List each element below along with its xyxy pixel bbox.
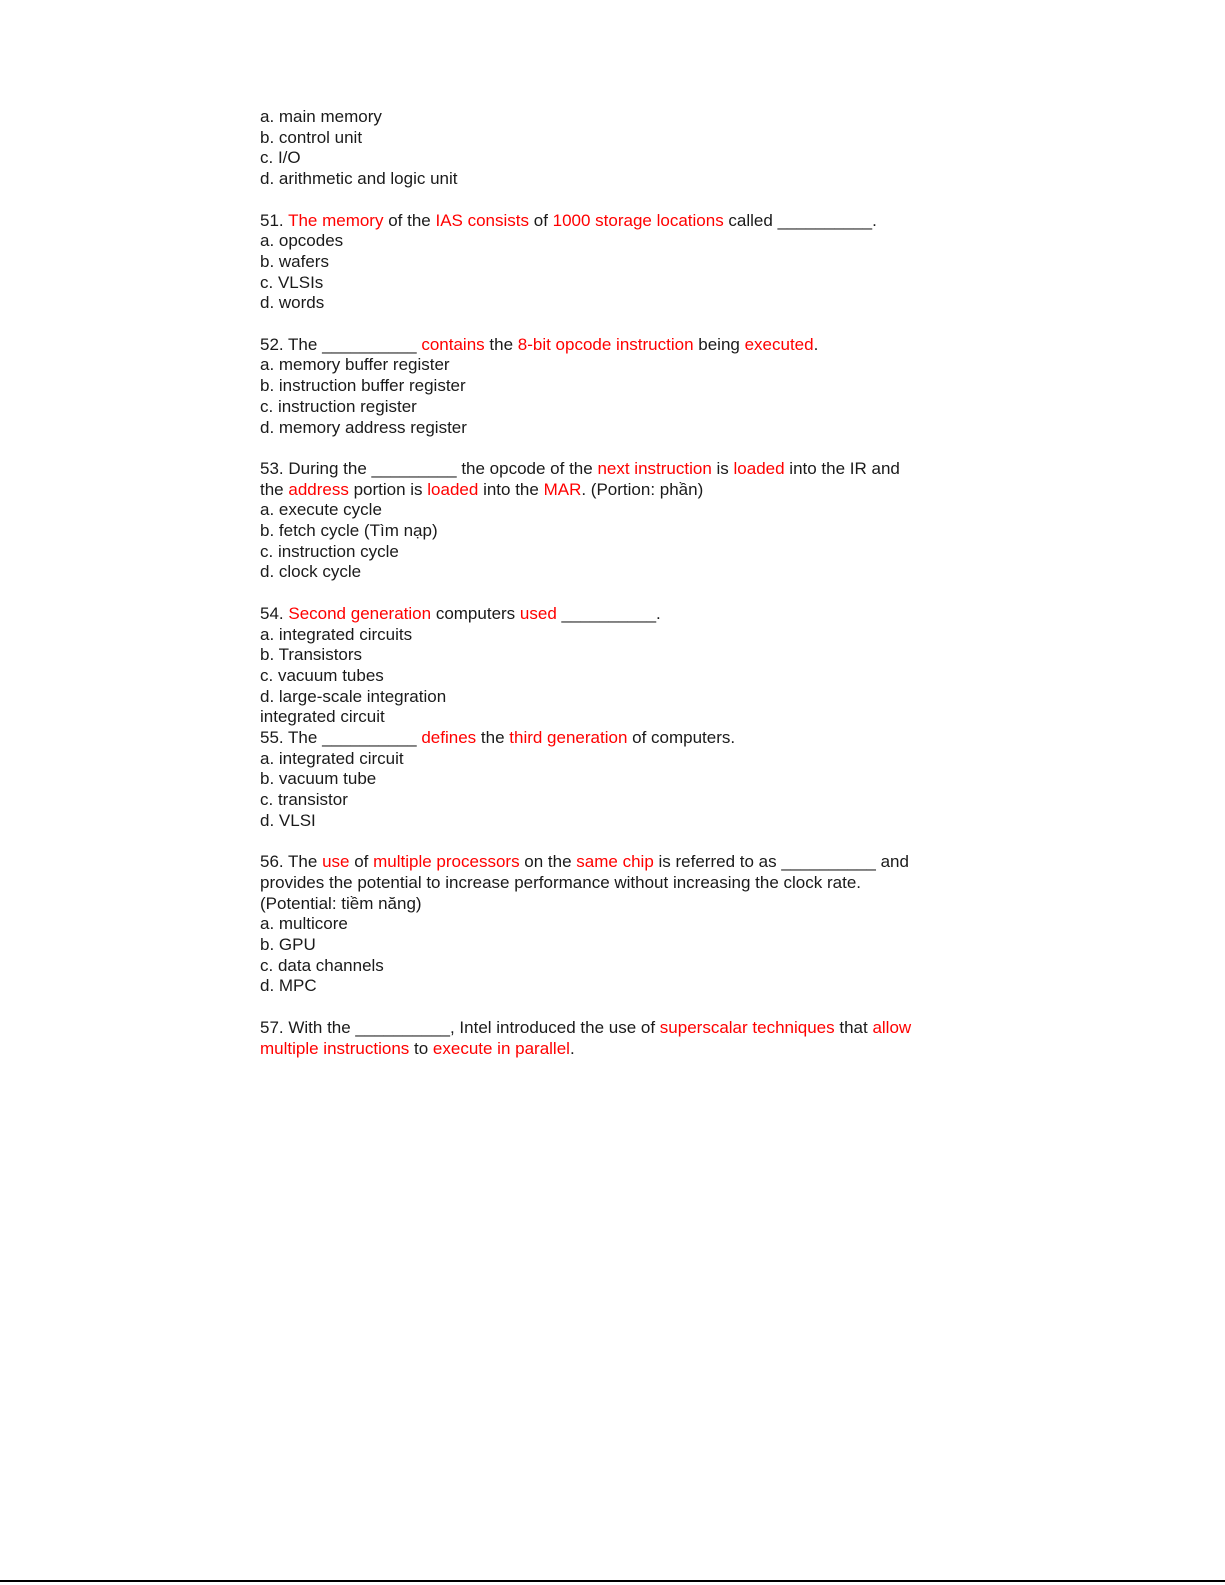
text-line bbox=[260, 335, 960, 356]
text-run: __________. bbox=[556, 603, 661, 623]
text-run: a. multicore bbox=[260, 914, 348, 934]
highlighted-text: execute in parallel bbox=[432, 1038, 570, 1058]
text-run: of computers. bbox=[627, 728, 736, 748]
blank-line bbox=[260, 583, 960, 604]
text-run: of bbox=[349, 852, 374, 872]
highlighted-text: executed bbox=[744, 334, 814, 354]
text-run: a. execute cycle bbox=[260, 500, 382, 520]
text-line bbox=[260, 273, 960, 294]
text-line bbox=[260, 1018, 960, 1039]
text-run: to bbox=[409, 1038, 433, 1058]
text-run: b. GPU bbox=[260, 935, 316, 955]
highlighted-text: address bbox=[288, 479, 349, 499]
text-run: d. clock cycle bbox=[260, 562, 362, 582]
text-line bbox=[260, 231, 960, 252]
text-run: a. opcodes bbox=[260, 231, 344, 251]
blank-line bbox=[260, 190, 960, 211]
text-run: (Potential: tiềm năng) bbox=[260, 893, 422, 913]
text-line bbox=[260, 956, 960, 977]
text-run: called __________. bbox=[723, 210, 877, 230]
text-line bbox=[260, 707, 960, 728]
text-line bbox=[260, 397, 960, 418]
text-line bbox=[260, 914, 960, 935]
text-run: a. integrated circuits bbox=[260, 624, 413, 644]
text-run: is bbox=[711, 458, 734, 478]
text-run: into the bbox=[478, 479, 544, 499]
blank-line bbox=[260, 314, 960, 335]
highlighted-text: 1000 storage locations bbox=[552, 210, 724, 230]
text-run: b. fetch cycle (Tìm nạp) bbox=[260, 521, 438, 541]
text-run: of bbox=[529, 210, 553, 230]
text-line bbox=[260, 790, 960, 811]
page-bottom-border bbox=[0, 1580, 1225, 1582]
text-line bbox=[260, 625, 960, 646]
highlighted-text: use bbox=[322, 852, 350, 872]
blank-line bbox=[260, 832, 960, 853]
text-line bbox=[260, 418, 960, 439]
text-line bbox=[260, 811, 960, 832]
text-run: that bbox=[834, 1017, 873, 1037]
text-run: b. Transistors bbox=[260, 645, 363, 665]
text-run: c. VLSIs bbox=[260, 272, 324, 292]
text-run: the bbox=[476, 728, 510, 748]
text-run: 56. The bbox=[260, 852, 323, 872]
highlighted-text: IAS consists bbox=[435, 210, 530, 230]
text-line bbox=[260, 728, 960, 749]
text-line bbox=[260, 107, 960, 128]
highlighted-text: superscalar techniques bbox=[659, 1017, 835, 1037]
highlighted-text: multiple processors bbox=[373, 852, 520, 872]
highlighted-text: MAR bbox=[543, 479, 582, 499]
text-line bbox=[260, 480, 960, 501]
text-line bbox=[260, 604, 960, 625]
text-run: c. transistor bbox=[260, 790, 348, 810]
text-line bbox=[260, 521, 960, 542]
highlighted-text: loaded bbox=[427, 479, 479, 499]
highlighted-text: Second generation bbox=[288, 603, 432, 623]
text-line bbox=[260, 355, 960, 376]
text-run: d. VLSI bbox=[260, 810, 316, 830]
text-line bbox=[260, 376, 960, 397]
blank-line bbox=[260, 438, 960, 459]
text-run: the bbox=[260, 479, 289, 499]
text-run: c. data channels bbox=[260, 955, 384, 975]
text-run: c. I/O bbox=[260, 148, 301, 168]
text-run: into the IR and bbox=[784, 458, 900, 478]
text-run: of the bbox=[383, 210, 436, 230]
text-run: . bbox=[569, 1038, 575, 1058]
text-run: b. wafers bbox=[260, 251, 329, 271]
text-line bbox=[260, 128, 960, 149]
text-line bbox=[260, 687, 960, 708]
text-line bbox=[260, 148, 960, 169]
highlighted-text: multiple instructions bbox=[260, 1038, 410, 1058]
text-line bbox=[260, 542, 960, 563]
text-line bbox=[260, 293, 960, 314]
text-run: portion is bbox=[348, 479, 428, 499]
blank-line bbox=[260, 997, 960, 1018]
text-run: d. large-scale integration bbox=[260, 686, 447, 706]
text-line bbox=[260, 769, 960, 790]
highlighted-text: contains bbox=[421, 334, 485, 354]
text-run: provides the potential to increase performance without increasing the clock rate. bbox=[260, 872, 861, 892]
text-line bbox=[260, 252, 960, 273]
text-run: b. vacuum tube bbox=[260, 769, 377, 789]
text-run: b. instruction buffer register bbox=[260, 376, 466, 396]
text-line bbox=[260, 873, 960, 894]
text-run: integrated circuit bbox=[260, 707, 385, 727]
text-line bbox=[260, 169, 960, 190]
text-line bbox=[260, 562, 960, 583]
text-line bbox=[260, 211, 960, 232]
text-run: being bbox=[693, 334, 745, 354]
text-run: a. memory buffer register bbox=[260, 355, 450, 375]
text-run: d. memory address register bbox=[260, 417, 467, 437]
highlighted-text: loaded bbox=[733, 458, 785, 478]
text-run: is referred to as __________ and bbox=[653, 852, 909, 872]
highlighted-text: third generation bbox=[509, 728, 628, 748]
text-run: b. control unit bbox=[260, 127, 363, 147]
highlighted-text: 8-bit opcode instruction bbox=[517, 334, 694, 354]
text-line bbox=[260, 500, 960, 521]
text-run: d. words bbox=[260, 293, 325, 313]
text-run: c. instruction cycle bbox=[260, 541, 399, 561]
text-run: c. vacuum tubes bbox=[260, 665, 384, 685]
text-line bbox=[260, 1039, 960, 1060]
text-line bbox=[260, 894, 960, 915]
text-run: . bbox=[813, 334, 819, 354]
highlighted-text: defines bbox=[421, 728, 477, 748]
text-line bbox=[260, 645, 960, 666]
text-run: 53. During the _________ the opcode of the bbox=[260, 458, 598, 478]
text-line bbox=[260, 852, 960, 873]
text-line bbox=[260, 666, 960, 687]
highlighted-text: next instruction bbox=[597, 458, 712, 478]
text-run: on the bbox=[519, 852, 577, 872]
text-line bbox=[260, 976, 960, 997]
text-line bbox=[260, 459, 960, 480]
highlighted-text: The memory bbox=[288, 210, 384, 230]
text-run: the bbox=[484, 334, 518, 354]
document-text bbox=[260, 107, 960, 1059]
text-run: 57. With the __________, Intel introduced the use of bbox=[260, 1017, 660, 1037]
text-run: c. instruction register bbox=[260, 396, 417, 416]
text-run: d. arithmetic and logic unit bbox=[260, 169, 458, 189]
text-run: a. main memory bbox=[260, 107, 382, 126]
text-line bbox=[260, 749, 960, 770]
text-run: a. integrated circuit bbox=[260, 748, 404, 768]
text-run: 51. bbox=[260, 210, 289, 230]
highlighted-text: used bbox=[519, 603, 557, 623]
text-run: 55. The __________ bbox=[260, 728, 422, 748]
highlighted-text: same chip bbox=[576, 852, 654, 872]
text-run: computers bbox=[431, 603, 520, 623]
text-run: 54. bbox=[260, 603, 289, 623]
text-run: . (Portion: phần) bbox=[581, 479, 704, 499]
text-run: 52. The __________ bbox=[260, 334, 422, 354]
text-line bbox=[260, 935, 960, 956]
text-run: d. MPC bbox=[260, 976, 317, 996]
highlighted-text: allow bbox=[872, 1017, 912, 1037]
